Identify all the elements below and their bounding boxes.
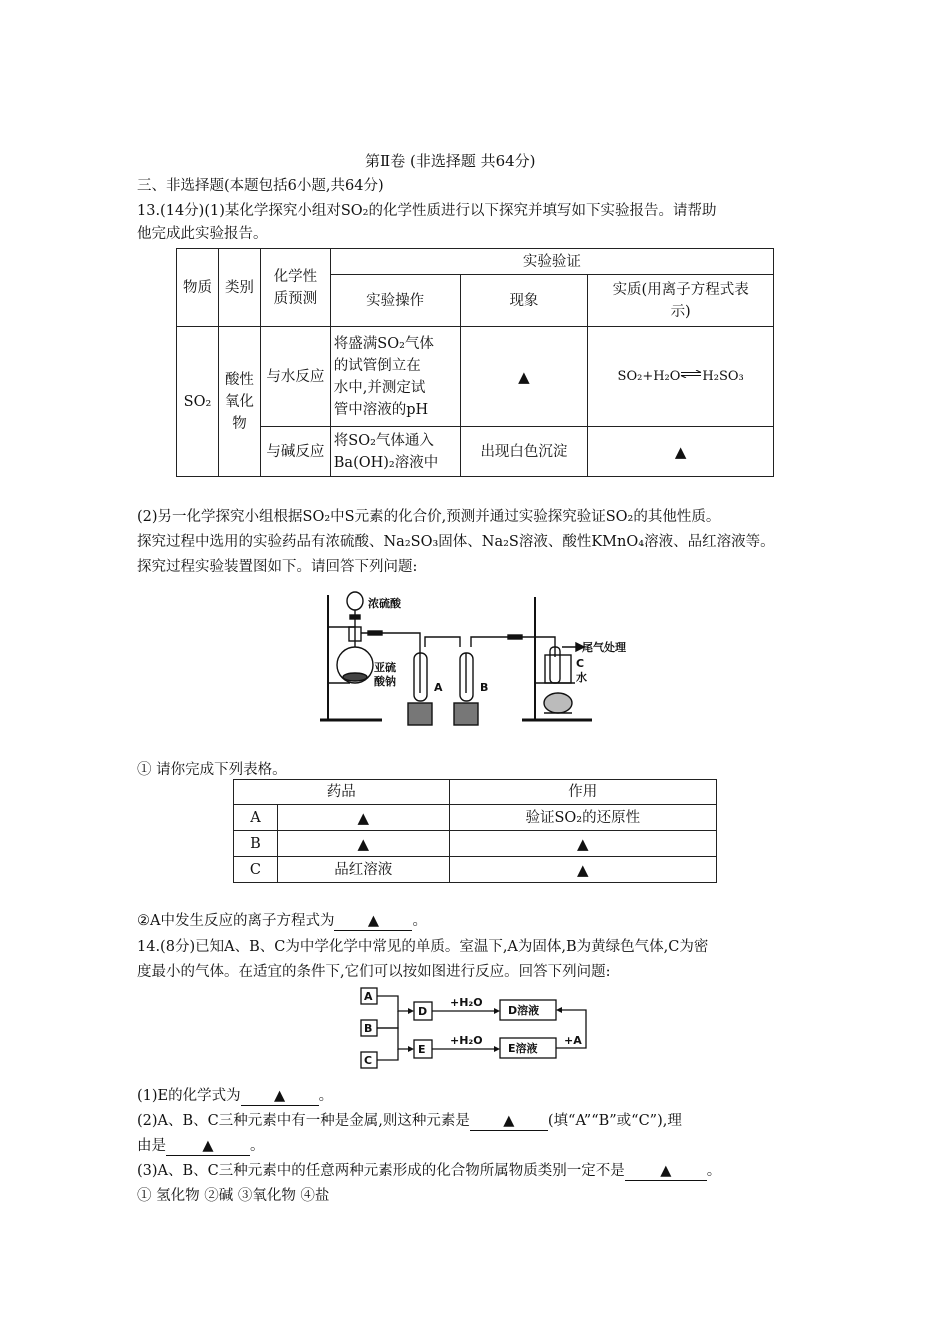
cell-row2-operation: 将SO₂气体通入 Ba(OH)₂溶液中 xyxy=(330,427,460,477)
label-water: 水 xyxy=(576,671,587,684)
plus-water-1: +H₂O xyxy=(450,996,483,1009)
apparatus-diagram xyxy=(310,585,650,735)
node-e: E xyxy=(418,1043,426,1056)
plus-a: +A xyxy=(564,1034,582,1047)
node-d: D xyxy=(418,1005,428,1018)
section-title: 第Ⅱ卷 (非选择题 共64分) xyxy=(365,152,536,170)
q13-intro-line1: 13.(14分)(1)某化学探究小组对SO₂的化学性质进行以下探究并填写如下实验报告。请帮助 xyxy=(137,203,717,219)
answer-blank: ▲ xyxy=(166,1137,250,1156)
header-function: 作用 xyxy=(449,780,716,805)
node-c: C xyxy=(364,1054,373,1067)
q14-q3-options: ① 氢化物 ②碱 ③氧化物 ④盐 xyxy=(137,1188,330,1204)
q14-intro-line1: 14.(8分)已知A、B、C为中学化学中常见的单质。室温下,A为固体,B为黄绿色气体,C为密 xyxy=(137,939,709,955)
e-solution: E溶液 xyxy=(508,1042,538,1055)
header-prediction: 化学性 质预测 xyxy=(260,249,330,327)
reaction-flow-diagram xyxy=(358,986,594,1072)
node-a: A xyxy=(364,990,373,1003)
row-c-function: ▲ xyxy=(449,857,716,883)
d-solution: D溶液 xyxy=(508,1004,540,1017)
row-c-id: C xyxy=(234,857,278,883)
row-b-function: ▲ xyxy=(449,831,716,857)
label-tail-gas: 尾气处理 xyxy=(582,641,626,654)
header-reagent: 药品 xyxy=(234,780,450,805)
q13-part2-line3: 探究过程实验装置图如下。请回答下列问题: xyxy=(137,559,418,575)
row-a-reagent: ▲ xyxy=(277,805,449,831)
header-essence: 实质(用离子方程式表 示) xyxy=(588,275,774,327)
q14-q3: (3)A、B、C三种元素中的任意两种元素形成的化合物所属物质类别一定不是 ▲ 。 xyxy=(137,1163,722,1179)
cell-row1-prediction: 与水反应 xyxy=(260,327,330,427)
cell-category: 酸性 氧化 物 xyxy=(218,327,260,477)
label-a: A xyxy=(434,681,443,694)
cell-row2-essence-blank: ▲ xyxy=(588,427,774,477)
answer-blank: ▲ xyxy=(470,1112,548,1131)
label-b: B xyxy=(480,681,489,694)
q14-intro-line2: 度最小的气体。在适宜的条件下,它们可以按如图进行反应。回答下列问题: xyxy=(137,964,611,980)
q13-intro-line2: 他完成此实验报告。 xyxy=(137,226,268,242)
reversible-arrow-icon xyxy=(680,364,702,372)
cell-row1-essence: SO₂+H₂O H₂SO₃ xyxy=(588,327,774,427)
row-c-reagent: 品红溶液 xyxy=(277,857,449,883)
reagent-table xyxy=(233,779,717,883)
header-phenomenon: 现象 xyxy=(460,275,588,327)
cell-row2-phenomenon: 出现白色沉淀 xyxy=(460,427,588,477)
answer-blank: ▲ xyxy=(334,912,412,931)
cell-substance: SO₂ xyxy=(177,327,219,477)
answer-blank: ▲ xyxy=(625,1162,707,1181)
cell-row2-prediction: 与碱反应 xyxy=(260,427,330,477)
label-sulfite-2: 酸钠 xyxy=(374,675,396,688)
plus-water-2: +H₂O xyxy=(450,1034,483,1047)
row-a-function: 验证SO₂的还原性 xyxy=(449,805,716,831)
header-category: 类别 xyxy=(218,249,260,327)
q13-part2-line2: 探究过程中选用的实验药品有浓硫酸、Na₂SO₃固体、Na₂S溶液、酸性KMnO₄溶液、品红溶液等。 xyxy=(137,534,775,550)
row-b-reagent: ▲ xyxy=(277,831,449,857)
experiment-report-table xyxy=(176,248,774,477)
q14-q2-line2: 由是 ▲ 。 xyxy=(137,1138,265,1154)
header-operation: 实验操作 xyxy=(330,275,460,327)
cell-row1-operation: 将盛满SO₂气体 的试管倒立在 水中,并测定试 管中溶液的pH xyxy=(330,327,460,427)
part-heading: 三、非选择题(本题包括6小题,共64分) xyxy=(137,178,384,194)
label-sulfite-1: 亚硫 xyxy=(374,661,396,674)
answer-blank: ▲ xyxy=(241,1087,319,1106)
node-b: B xyxy=(364,1022,373,1035)
q14-q2: (2)A、B、C三种元素中有一种是金属,则这种元素是 ▲ (填“A”“B”或“C”),理 xyxy=(137,1113,682,1129)
row-a-id: A xyxy=(234,805,278,831)
label-conc-acid: 浓硫酸 xyxy=(368,597,401,610)
q13-part2-line1: (2)另一化学探究小组根据SO₂中S元素的化合价,预测并通过实验探究验证SO₂的其他性质。 xyxy=(137,509,721,525)
q14-q1: (1)E的化学式为 ▲ 。 xyxy=(137,1088,334,1104)
cell-row1-phenomenon-blank: ▲ xyxy=(460,327,588,427)
q13-sub1: ① 请你完成下列表格。 xyxy=(137,762,287,778)
header-verification: 实验验证 xyxy=(330,249,773,275)
header-substance: 物质 xyxy=(177,249,219,327)
q13-sub2: ②A中发生反应的离子方程式为 ▲ 。 xyxy=(137,913,427,929)
label-c: C xyxy=(576,657,585,670)
row-b-id: B xyxy=(234,831,278,857)
